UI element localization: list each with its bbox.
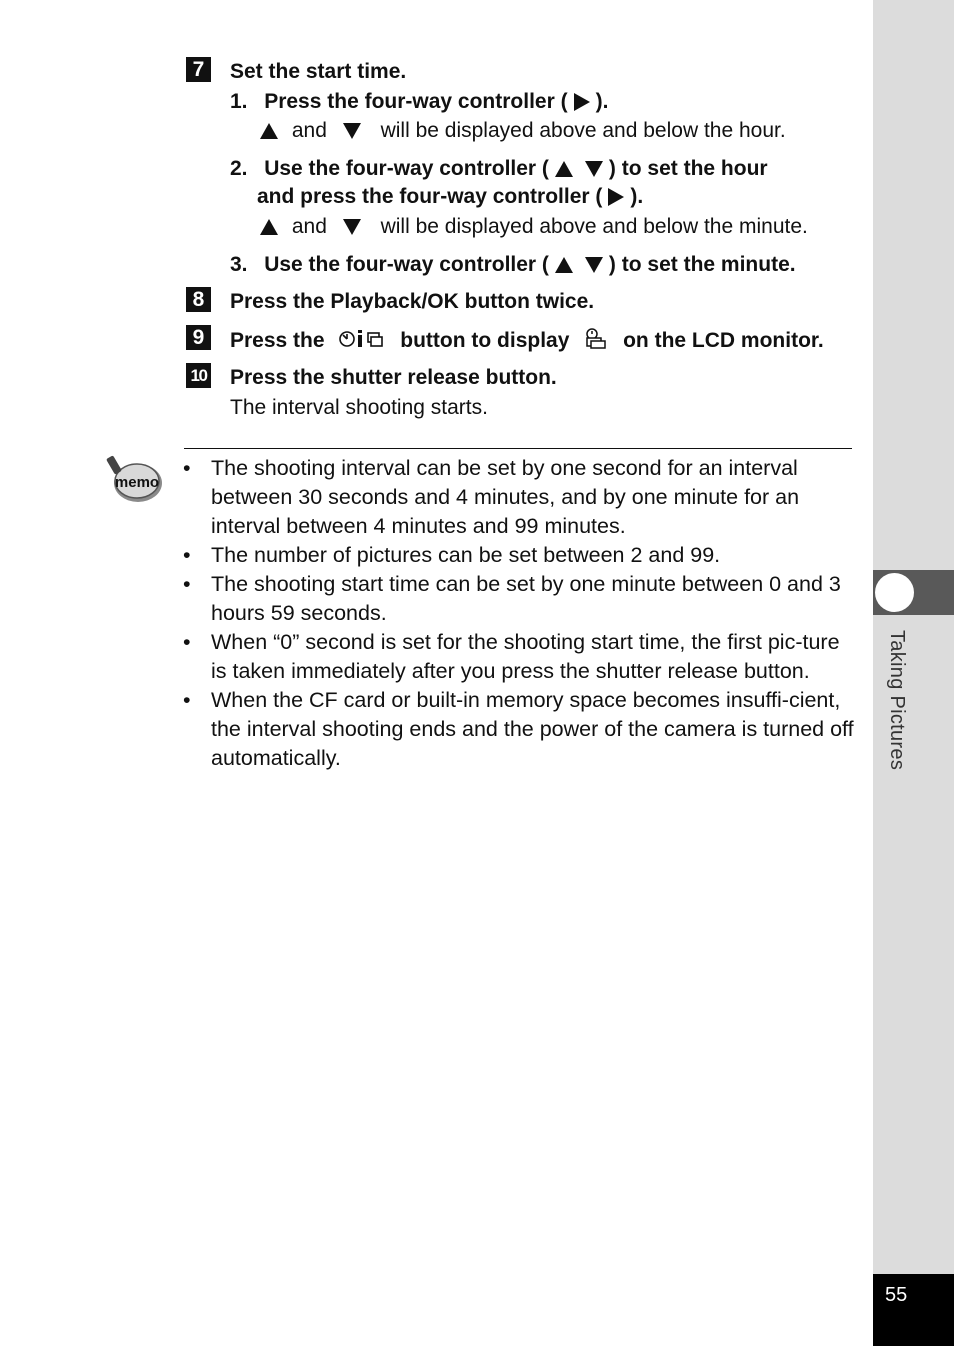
step-10-text: Press the shutter release button. bbox=[230, 366, 557, 389]
triangle-up-icon bbox=[555, 257, 573, 273]
note-2-and: and bbox=[291, 215, 327, 238]
note-2-rest: will be displayed above and below the minute. bbox=[380, 215, 808, 238]
chapter-circle-icon bbox=[875, 573, 914, 612]
memo-icon-label: memo bbox=[114, 474, 160, 491]
step-9-text-a: Press the bbox=[230, 329, 325, 353]
interval-shooting-icon bbox=[583, 327, 609, 356]
step-9-text-c: on the LCD monitor. bbox=[623, 329, 824, 353]
step-number-8: 8 bbox=[186, 287, 211, 312]
note-1-rest: will be displayed above and below the hour. bbox=[380, 119, 786, 142]
step-7-title: Set the start time. bbox=[230, 60, 407, 83]
step-9-text bbox=[230, 327, 824, 356]
triangle-right-icon bbox=[574, 93, 590, 111]
memo-bullet: • The number of pictures can be set between 2 and 99. bbox=[183, 541, 855, 570]
memo-icon bbox=[104, 452, 166, 508]
step-number-7: 7 bbox=[186, 57, 211, 82]
sub-2-line-2-b: ). bbox=[630, 185, 644, 208]
sub-2-num: 2. bbox=[230, 157, 248, 180]
self-timer-continuous-icon bbox=[338, 327, 386, 356]
triangle-down-icon bbox=[343, 219, 361, 235]
memo-bullet-list bbox=[183, 454, 855, 773]
page-number: 55 bbox=[885, 1284, 908, 1306]
step-7-note-2 bbox=[260, 214, 808, 240]
sub-3-num: 3. bbox=[230, 253, 248, 276]
sub-1-text-a: Press the four-way controller ( bbox=[264, 90, 568, 113]
memo-bullet: • The shooting start time can be set by one minute between 0 and 3 hours 59 seconds. bbox=[183, 570, 855, 628]
step-7-note-1 bbox=[260, 118, 786, 144]
memo-bullet: • When “0” second is set for the shooting start time, the first pic-ture is taken immediately after you press the shutter release button. bbox=[183, 628, 855, 686]
memo-bullet: • The shooting interval can be set by one second for an interval between 30 seconds and 4 minutes, and by one minute for an interval between 4 minutes and 99 minutes. bbox=[183, 454, 855, 541]
sub-2-text-a: Use the four-way controller ( bbox=[264, 157, 549, 180]
memo-divider bbox=[184, 448, 852, 449]
triangle-up-icon bbox=[555, 161, 573, 177]
step-9-text-b: button to display bbox=[400, 329, 570, 353]
step-7-sub-1 bbox=[230, 89, 608, 115]
triangle-down-icon bbox=[585, 161, 603, 177]
step-7-sub-2-line-2 bbox=[257, 184, 643, 210]
sub-1-text-b: ). bbox=[595, 90, 609, 113]
triangle-down-icon bbox=[585, 257, 603, 273]
note-1-and: and bbox=[291, 119, 327, 142]
sub-3-text-b: ) to set the minute. bbox=[608, 253, 796, 276]
step-7-sub-3 bbox=[230, 252, 796, 278]
step-8-text: Press the Playback/OK button twice. bbox=[230, 290, 595, 313]
memo-bullet: • When the CF card or built-in memory space becomes insuffi-cient, the interval shooting ends and the power of the camera is turned off automatically. bbox=[183, 686, 855, 773]
step-number-10: 10 bbox=[186, 363, 211, 388]
triangle-right-icon bbox=[608, 188, 624, 206]
step-10-note: The interval shooting starts. bbox=[230, 396, 488, 419]
sub-2-text-b: ) to set the hour bbox=[608, 157, 768, 180]
triangle-down-icon bbox=[343, 123, 361, 139]
triangle-up-icon bbox=[260, 219, 278, 235]
sub-2-line-2-a: and press the four-way controller ( bbox=[257, 185, 603, 208]
sub-3-text-a: Use the four-way controller ( bbox=[264, 253, 549, 276]
step-number-9: 9 bbox=[186, 325, 211, 350]
sub-1-num: 1. bbox=[230, 90, 248, 113]
section-label: Taking Pictures bbox=[886, 630, 908, 771]
step-7-sub-2 bbox=[230, 156, 768, 182]
triangle-up-icon bbox=[260, 123, 278, 139]
